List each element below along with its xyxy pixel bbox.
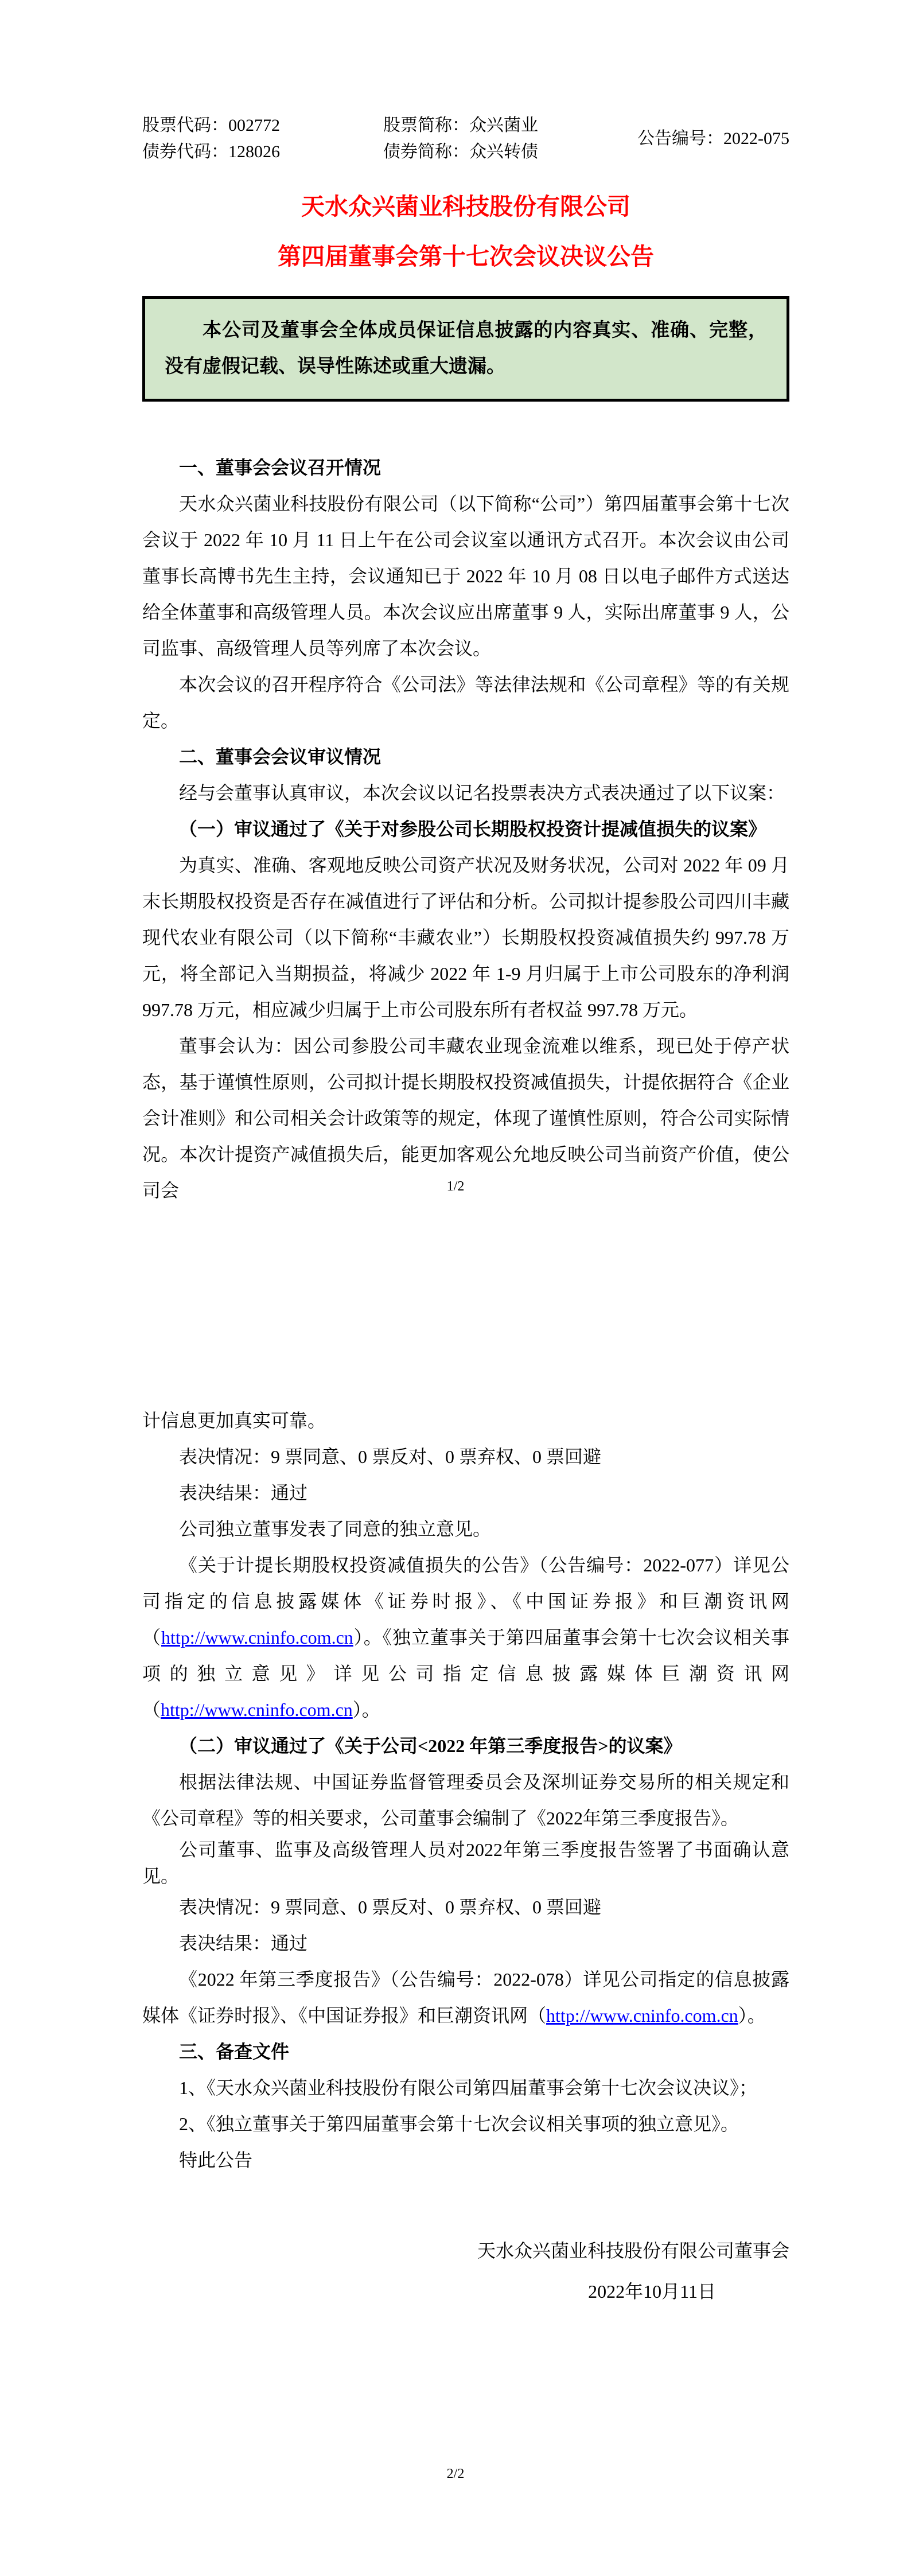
stock-code [142, 112, 383, 139]
disclosure-text: ）。 [738, 2005, 766, 2026]
resolution-2-paragraph-1: 根据法律法规、中国证券监督管理委员会及深圳证券交易所的相关规定和《公司章程》等的相关要求，公司董事会编制了《2022年第三季度报告》。 [142, 1772, 789, 1828]
closing-statement: 特此公告 [179, 2150, 253, 2170]
resolution-1-independent-opinion: 公司独立董事发表了同意的独立意见。 [179, 1519, 492, 1539]
cninfo-link[interactable]: http://www.cninfo.com.cn [161, 1699, 353, 1720]
section-3-heading: 三、备查文件 [179, 2041, 290, 2062]
resolution-2-disclosure-paragraph [142, 1962, 789, 2034]
stock-name-value: 众兴菌业 [469, 116, 538, 135]
header-names-column [383, 112, 630, 165]
page-number-1: 1/2 [446, 1179, 465, 1194]
reference-document-2: 2、《独立董事关于第四届董事会第十七次会议相关事项的独立意见》。 [179, 2114, 739, 2134]
resolution-2-heading: （二）审议通过了《关于公司<2022 年第三季度报告>的议案》 [179, 1736, 682, 1756]
stock-code-label: 股票代码： [142, 116, 228, 135]
disclosure-text: 《2022 年第三季度报告》（公告编号：2022-078）详见公司指定的信息披露媒体《证券时报》、《中国证券报》和巨潮资讯网（ [142, 1969, 789, 2026]
section-2-heading: 二、董事会会议审议情况 [179, 746, 381, 767]
bond-code-label: 债券代码： [142, 142, 228, 161]
bond-name-label: 债券简称： [383, 142, 469, 161]
cninfo-link[interactable]: http://www.cninfo.com.cn [161, 1627, 353, 1648]
section-2-intro: 经与会董事认真审议，本次会议以记名投票表决方式表决通过了以下议案： [179, 783, 785, 803]
announcement-number-label: 公告编号： [637, 129, 723, 148]
resolution-2-paragraph-2: 公司董事、监事及高级管理人员对2022年第三季度报告签署了书面确认意见。 [142, 1839, 789, 1886]
resolution-1-paragraph-1: 为真实、准确、客观地反映公司资产状况及财务状况，公司对 2022 年 09 月末长期股权投资是否存在减值进行了评估和分析。公司拟计提参股公司四川丰藏现代农业有限公司（以下简称“丰藏农业”）长期股权投资减值损失约 997.78 万元，将全部记入当期损益，将减少 2022 年 1-9 月归属于上市公司股东的净利润 997.78 万元，相应减少归属于上市公司股东所有者权益 997.78 万元。 [142, 855, 789, 1020]
bond-name [383, 139, 630, 165]
announcement-number-value: 2022-075 [723, 129, 789, 148]
header-codes-column [142, 112, 383, 165]
page-title-subject: 第四届董事会第十七次会议决议公告 [278, 243, 654, 270]
bond-name-value: 众兴转债 [469, 142, 538, 161]
disclaimer-box [142, 296, 789, 402]
meeting-convening-paragraph: 天水众兴菌业科技股份有限公司（以下简称“公司”）第四届董事会第十七次会议于 2022 年 10 月 11 日上午在公司会议室以通讯方式召开。本次会议由公司董事长高博书先生主持，会议通知已于 2022 年 10 月 08 日以电子邮件方式送达给全体董事和高级管理人员。本次会议应出席董事 9 人，实际出席董事 9 人，公司监事、高级管理人员等列席了本次会议。 [142, 493, 789, 659]
bond-code [142, 139, 383, 165]
stock-code-value: 002772 [228, 116, 280, 135]
disclosure-text: ）。 [352, 1699, 380, 1720]
page-2 [142, 1403, 789, 2310]
resolution-1-vote-situation: 表决情况：9 票同意、0 票反对、0 票弃权、0 票回避 [179, 1446, 602, 1467]
page-1 [142, 0, 789, 1209]
resolution-1-vote-result: 表决结果：通过 [179, 1482, 308, 1503]
resolution-1-paragraph-2-continuation: 计信息更加真实可靠。 [142, 1410, 326, 1431]
stock-name-label: 股票简称： [383, 116, 469, 135]
announcement-number [630, 112, 789, 165]
page-number-2: 2/2 [446, 2466, 465, 2481]
meeting-procedure-paragraph: 本次会议的召开程序符合《公司法》等法律法规和《公司章程》等的有关规定。 [142, 674, 789, 731]
cninfo-link[interactable]: http://www.cninfo.com.cn [546, 2005, 738, 2026]
signature-company: 天水众兴菌业科技股份有限公司董事会 [477, 2240, 789, 2261]
bond-code-value: 128026 [228, 142, 280, 161]
header [142, 112, 789, 165]
resolution-2-vote-result: 表决结果：通过 [179, 1933, 308, 1954]
reference-document-1: 1、《天水众兴菌业科技股份有限公司第四届董事会第十七次会议决议》； [179, 2077, 758, 2098]
signature-date: 2022年10月11日 [588, 2281, 716, 2302]
disclosure-text: 《关于计提长期股权投资减值损失的公告》（公告编号：2022-077）详见公司指定的信息披露媒体《证券时报》、《中国证券报》和巨潮资讯网（ [142, 1555, 789, 1648]
resolution-1-heading: （一）审议通过了《关于对参股公司长期股权投资计提减值损失的议案》 [179, 819, 767, 839]
stock-name [383, 112, 630, 139]
page-title-company: 天水众兴菌业科技股份有限公司 [301, 193, 630, 220]
resolution-2-vote-situation: 表决情况：9 票同意、0 票反对、0 票弃权、0 票回避 [179, 1897, 602, 1917]
disclaimer-text: 本公司及董事会全体成员保证信息披露的内容真实、准确、完整，没有虚假记载、误导性陈述或重大遗漏。 [165, 320, 767, 377]
disclosure-text: ）。《独立董事关于第四届董事会第十七次会议相关事项的独立意见》详见公司指定信息披露媒体巨潮资讯网（ [142, 1627, 789, 1720]
section-1-heading: 一、董事会会议召开情况 [179, 457, 381, 478]
resolution-1-disclosure-paragraph [142, 1547, 789, 1728]
resolution-1-paragraph-2: 董事会认为：因公司参股公司丰藏农业现金流难以维系，现已处于停产状态，基于谨慎性原则，公司拟计提长期股权投资减值损失，计提依据符合《企业会计准则》和公司相关会计政策等的规定，体现了谨慎性原则，符合公司实际情况。本次计提资产减值损失后，能更加客观公允地反映公司当前资产价值，使公司会 [142, 1036, 789, 1201]
